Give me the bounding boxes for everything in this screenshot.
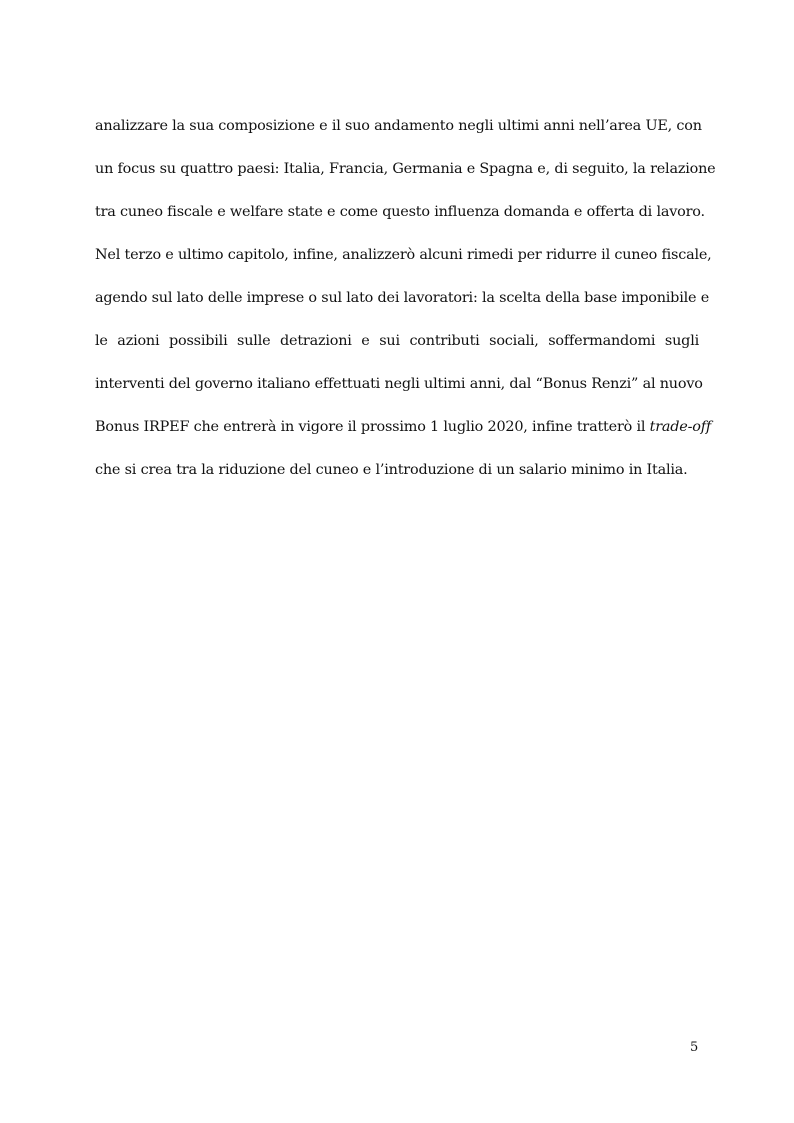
text-line-3: tra cuneo fiscale e welfare state e come questo influenza domanda e offerta di lavoro. <box>95 204 705 220</box>
text-line-9: che si crea tra la riduzione del cuneo e l’introduzione di un salario minimo in Italia. <box>95 462 688 478</box>
text-line-8-regular: Bonus IRPEF che entrerà in vigore il prossimo 1 luglio 2020, infine tratterò il <box>95 419 650 435</box>
text-line-2: un focus su quattro paesi: Italia, Francia, Germania e Spagna e, di seguito, la relazione <box>95 161 716 177</box>
text-line-5: agendo sul lato delle imprese o sul lato dei lavoratori: la scelta della base imponibile e <box>95 290 710 306</box>
text-line-8 <box>95 413 711 456</box>
text-line-1: analizzare la sua composizione e il suo andamento negli ultimi anni nell’area UE, con <box>95 118 702 134</box>
page-number: 5 <box>690 1040 699 1055</box>
body-paragraph <box>95 112 716 499</box>
text-line-4: Nel terzo e ultimo capitolo, infine, analizzerò alcuni rimedi per ridurre il cuneo fiscale, <box>95 247 712 263</box>
text-line-7: interventi del governo italiano effettuati negli ultimi anni, dal “Bonus Renzi” al nuovo <box>95 376 703 392</box>
text-line-6: le azioni possibili sulle detrazioni e sui contributi sociali, soffermandomi sugli <box>95 333 699 349</box>
trade-off-term: trade-off <box>649 419 711 435</box>
